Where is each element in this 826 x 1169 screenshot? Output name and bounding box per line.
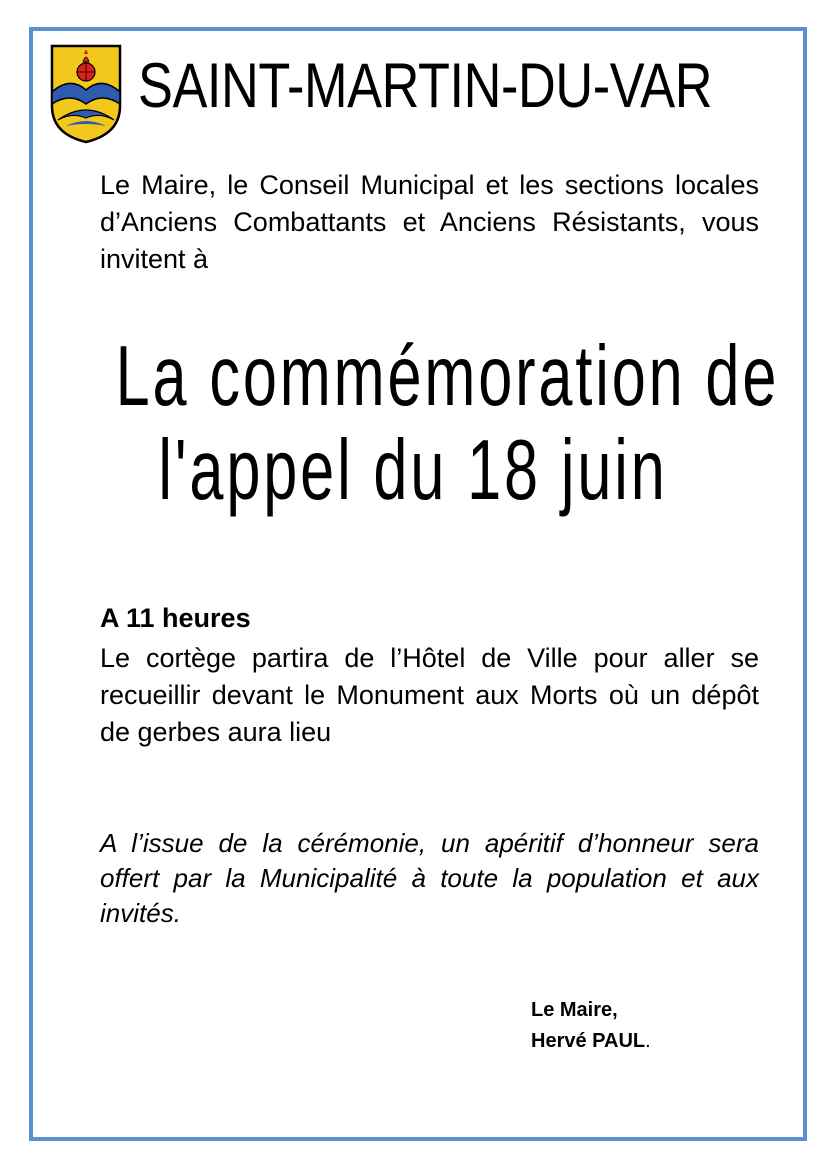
intro-paragraph: Le Maire, le Conseil Municipal et les sections locales d’Anciens Combattants et Anciens Résistants, vous invitent à bbox=[100, 170, 759, 274]
title-line-1: La commémoration de bbox=[115, 329, 780, 424]
signature-period: . bbox=[645, 1030, 651, 1052]
closing-note: A l’issue de la cérémonie, un apéritif d’honneur sera offert par la Municipalité à toute la population et aux invités. bbox=[100, 828, 759, 928]
event-description: Le cortège partira de l’Hôtel de Ville pour aller se recueillir devant le Monument aux Morts où un dépôt de gerbes aura lieu bbox=[100, 643, 759, 747]
signature-block bbox=[531, 995, 651, 1057]
event-time: A 11 heures bbox=[100, 603, 251, 633]
signature-name: Hervé PAUL bbox=[531, 1030, 646, 1052]
town-name: SAINT-MARTIN-DU-VAR bbox=[138, 51, 713, 121]
event-title bbox=[0, 330, 826, 518]
signature-role: Le Maire, bbox=[531, 999, 618, 1021]
coat-of-arms-icon bbox=[48, 42, 124, 146]
title-line-2: l'appel du 18 juin bbox=[158, 423, 668, 518]
